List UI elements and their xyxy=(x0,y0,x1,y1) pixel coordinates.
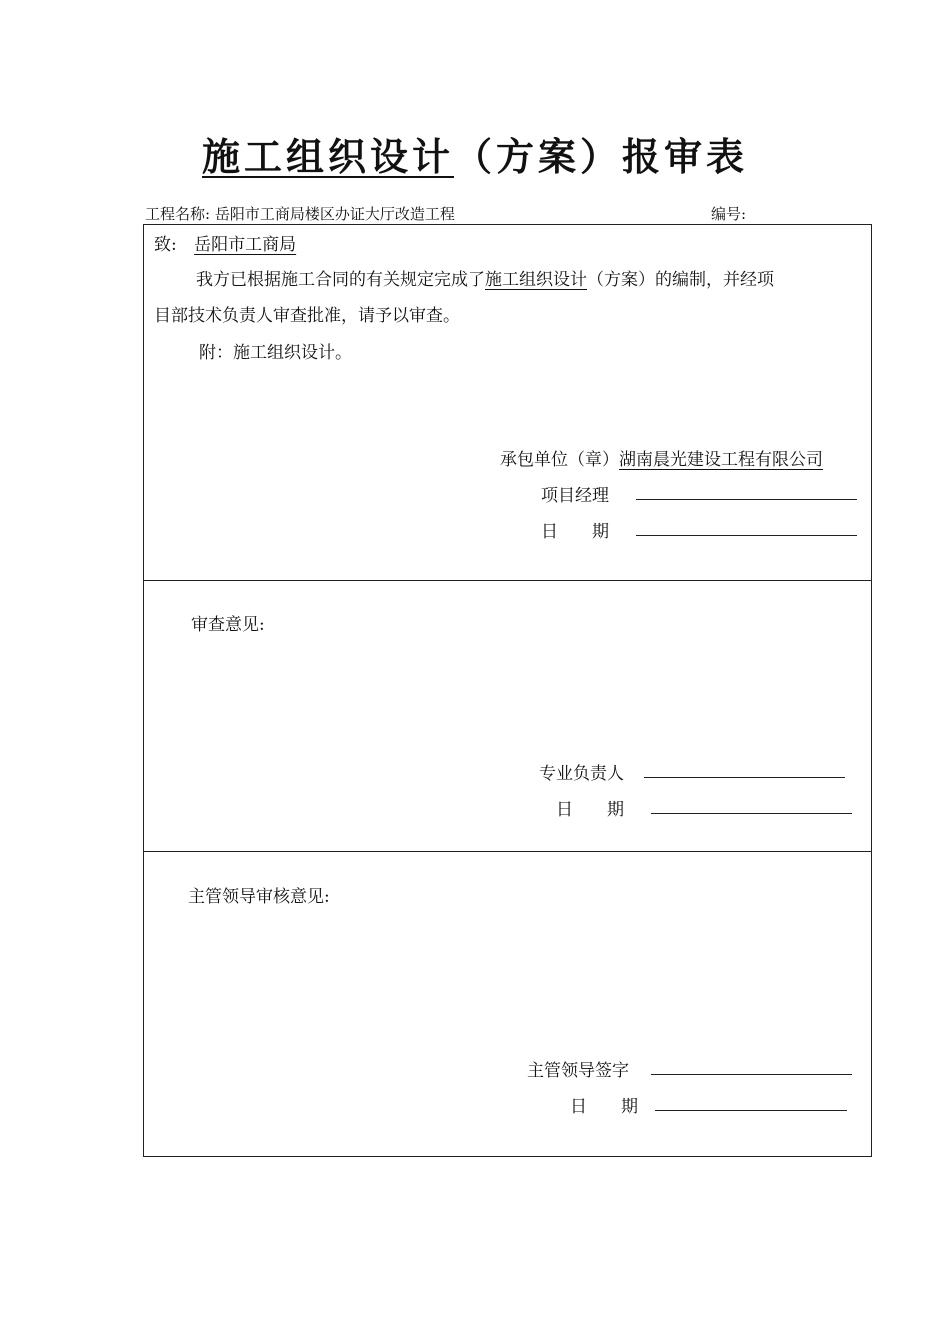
project-name-row xyxy=(145,203,455,224)
project-name: 岳阳市工商局楼区办证大厅改造工程 xyxy=(214,205,455,223)
review-opinion-label: 审查意见: xyxy=(191,615,265,635)
statement-doc-name: 施工组织设计 xyxy=(485,270,587,290)
date-label-3: 日 期 xyxy=(570,1097,638,1117)
statement-text-b: （方案）的编制，并经项 xyxy=(587,270,774,290)
review-section xyxy=(143,580,872,852)
attachment-note: 附：施工组织设计。 xyxy=(199,343,352,363)
date-label-1: 日 期 xyxy=(541,522,609,542)
date-line-1 xyxy=(636,535,857,536)
responsible-label: 专业负责人 xyxy=(539,764,624,784)
form-title-main: 施工组织设计 xyxy=(201,135,454,179)
approval-section xyxy=(143,851,872,1157)
date-line-2 xyxy=(651,813,852,814)
submission-section xyxy=(143,224,872,581)
date-label-2: 日 期 xyxy=(556,800,624,820)
statement-text-a: 我方已根据施工合同的有关规定完成了 xyxy=(196,270,485,290)
contractor-label: 承包单位（章） xyxy=(500,450,619,470)
leader-signature-line xyxy=(651,1074,852,1075)
leader-sign-label: 主管领导签字 xyxy=(527,1061,629,1081)
form-title xyxy=(0,126,950,181)
approval-opinion-label: 主管领导审核意见: xyxy=(188,887,330,907)
project-label: 工程名称: xyxy=(145,205,211,223)
to-label: 致: xyxy=(154,235,177,255)
contractor-row xyxy=(500,445,823,470)
form-title-rest: （方案）报审表 xyxy=(454,135,749,179)
responsible-signature-line xyxy=(644,777,845,778)
statement-line-2: 目部技术负责人审查批准，请予以审查。 xyxy=(154,306,460,326)
manager-signature-line xyxy=(636,499,857,500)
statement-line-1 xyxy=(196,265,774,290)
date-line-3 xyxy=(655,1110,847,1111)
recipient-name: 岳阳市工商局 xyxy=(194,235,297,255)
recipient-row xyxy=(154,230,318,255)
contractor-name: 湖南晨光建设工程有限公司 xyxy=(619,450,823,470)
manager-label: 项目经理 xyxy=(541,486,609,506)
number-label: 编号: xyxy=(711,205,747,223)
